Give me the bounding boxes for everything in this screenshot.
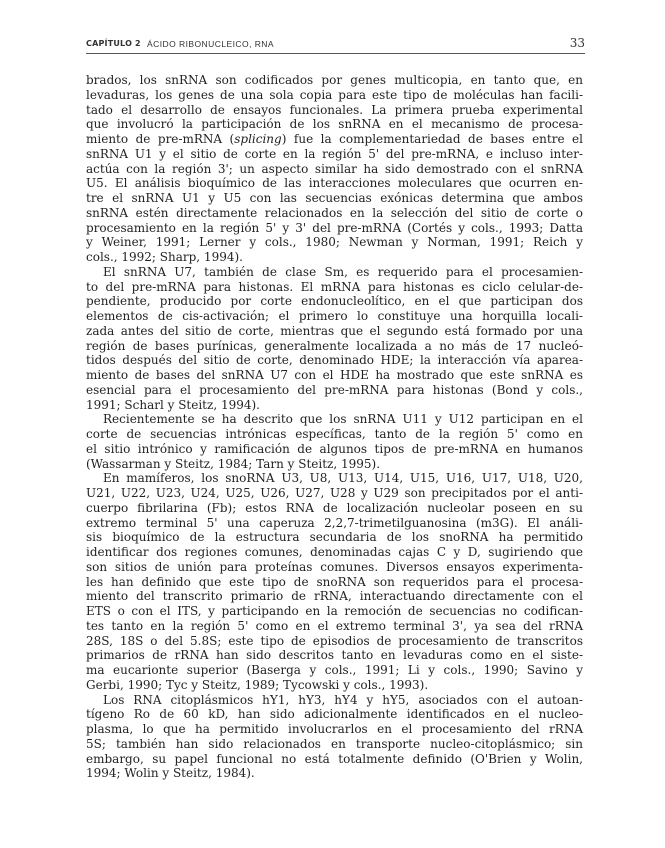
text-line: 5S; también han sido relacionados en transporte nucleo-citoplásmico; sin [86, 736, 583, 751]
paragraph-3 [86, 412, 583, 471]
text-line: corte de secuencias intrónicas específicas, tanto de la región 5' como en [86, 427, 583, 441]
text-line: ETS o con el ITS, y participando en la remoción de secuencias no codifican- [86, 604, 583, 618]
text-segment: ) fue la complementariedad de bases entre el [281, 132, 584, 146]
text-line: les han definido que este tipo de snoRNA son requeridos para el procesa- [86, 574, 583, 589]
text-line: ma eucarionte superior (Baserga y cols., 1991; Li y cols., 1990; Savino y [86, 663, 583, 677]
text-line: tes tanto en la región 5' como en el extremo terminal 3', ya sea del rRNA [86, 618, 583, 633]
text-line: zada antes del sitio de corte, mientras que el segundo está formado por una [86, 323, 583, 338]
text-line: elementos de cis-activación; el primero lo constituye una horquilla locali- [86, 309, 583, 323]
text-segment: miento de pre-mRNA ( [86, 132, 235, 146]
text-line: pendiente, producido por corte endonucleolítico, en el que participan dos [86, 294, 583, 309]
text-line: plasma, lo que ha permitido involucrarlos en el procesamiento del rRNA [86, 722, 583, 736]
text-line: Gerbi, 1990; Tyc y Steitz, 1989; Tycowski y cols., 1993). [86, 677, 429, 692]
paragraph-4 [86, 471, 583, 692]
chapter-label: CAPÍTULO 2 [86, 39, 141, 48]
text-line: 1994; Wolin y Steitz, 1984). [86, 766, 255, 781]
text-line: extremo terminal 5' una caperuza 2,2,7-trimetilguanosina (m3G). El análi- [86, 515, 583, 530]
text-line: to del pre-mRNA para histonas. El mRNA para histonas es ciclo celular-de- [86, 279, 583, 294]
text-line: 1991; Scharl y Steitz, 1994). [86, 397, 260, 412]
text-line: embargo, su papel funcional no está totalmente definido (O'Brien y Wolin, [86, 751, 583, 766]
text-line: región de bases purínicas, generalmente localizada a no más de 17 nucleó- [86, 338, 583, 353]
text-line: y Weiner, 1991; Lerner y cols., 1980; Newman y Norman, 1991; Reich y [86, 235, 583, 250]
italic-term: splicing [234, 132, 282, 146]
text-line: snRNA U1 y el sitio de corte en la región 5' del pre-mRNA, e incluso inter- [86, 146, 583, 161]
paragraph-5 [86, 693, 583, 782]
text-line: cols., 1992; Sharp, 1994). [86, 250, 243, 264]
text-line: que involucró la participación de los snRNA en el mecanismo de procesa- [86, 117, 583, 132]
text-line: identificar dos regiones comunes, denominadas cajas C y D, sugiriendo que [86, 545, 583, 559]
text-line: miento de bases del snRNA U7 con el HDE ha mostrado que este snRNA es [86, 368, 583, 382]
text-line: (Wassarman y Steitz, 1984; Tarn y Steitz, 1995). [86, 456, 381, 471]
text-line: actúa con la región 3'; un aspecto similar ha sido demostrado con el snRNA [86, 161, 583, 176]
text-line: cuerpo fibrilarina (Fb); estos RNA de localización nucleolar poseen en su [86, 500, 583, 515]
text-line: esencial para el procesamiento del pre-mRNA para histonas (Bond y cols., [86, 382, 583, 397]
text-line: tígeno Ro de 60 kD, han sido adicionalmente identificados en el nucleo- [86, 707, 583, 722]
paragraph-1 [86, 73, 583, 265]
paragraph-2 [86, 265, 583, 413]
text-line: Recientemente se ha descrito que los snRNA U11 y U12 participan en el [103, 412, 583, 427]
text-line: levaduras, los genes de una sola copia para este tipo de moléculas han facili- [86, 87, 583, 102]
text-line: En mamíferos, los snoRNA U3, U8, U13, U14, U15, U16, U17, U18, U20, [103, 471, 583, 486]
body-text [86, 73, 583, 781]
text-line: brados, los snRNA son codificados por genes multicopia, en tanto que, en [86, 73, 583, 87]
text-line: tre el snRNA U1 y U5 con las secuencias exónicas determina que ambos [86, 191, 583, 205]
header-rule [86, 53, 585, 54]
text-line: snRNA estén directamente relacionados en la selección del sitio de corte o [86, 205, 583, 220]
text-line: procesamiento en la región 5' y 3' del pre-mRNA (Cortés y cols., 1993; Datta [86, 220, 583, 235]
text-line: tidos después del sitio de corte, denominado HDE; la interacción vía aparea- [86, 353, 583, 368]
chapter-title: ÁCIDO RIBONUCLEICO, RNA [147, 39, 275, 49]
text-line: U21, U22, U23, U24, U25, U26, U27, U28 y U29 son precipitados por el anti- [86, 486, 583, 500]
text-line: el sitio intrónico y ramificación de algunos tipos de pre-mRNA en humanos [86, 441, 583, 456]
text-line: U5. El análisis bioquímico de las interacciones moleculares que ocurren en- [86, 176, 583, 191]
text-line: primarios de rRNA han sido descritos tanto en levaduras como en el siste- [86, 648, 583, 663]
text-line: Los RNA citoplásmicos hY1, hY3, hY4 y hY5, asociados con el autoan- [103, 692, 583, 707]
text-line: El snRNA U7, también de clase Sm, es requerido para el procesamien- [103, 264, 583, 279]
text-line: son sitios de unión para proteínas comunes. Diversos ensayos experimenta- [86, 559, 583, 574]
text-line [86, 132, 583, 147]
text-line: miento del transcrito primario de rRNA, interactuando directamente con el [86, 589, 583, 604]
page-number: 33 [569, 36, 585, 50]
text-line: sis bioquímico de la estructura secundaria de los snoRNA ha permitido [86, 530, 583, 545]
text-line: 28S, 18S o del 5.8S; este tipo de episodios de procesamiento de transcritos [86, 633, 583, 648]
running-header [86, 37, 585, 51]
text-line: tado el desarrollo de ensayos funcionales. La primera prueba experimental [86, 102, 583, 117]
